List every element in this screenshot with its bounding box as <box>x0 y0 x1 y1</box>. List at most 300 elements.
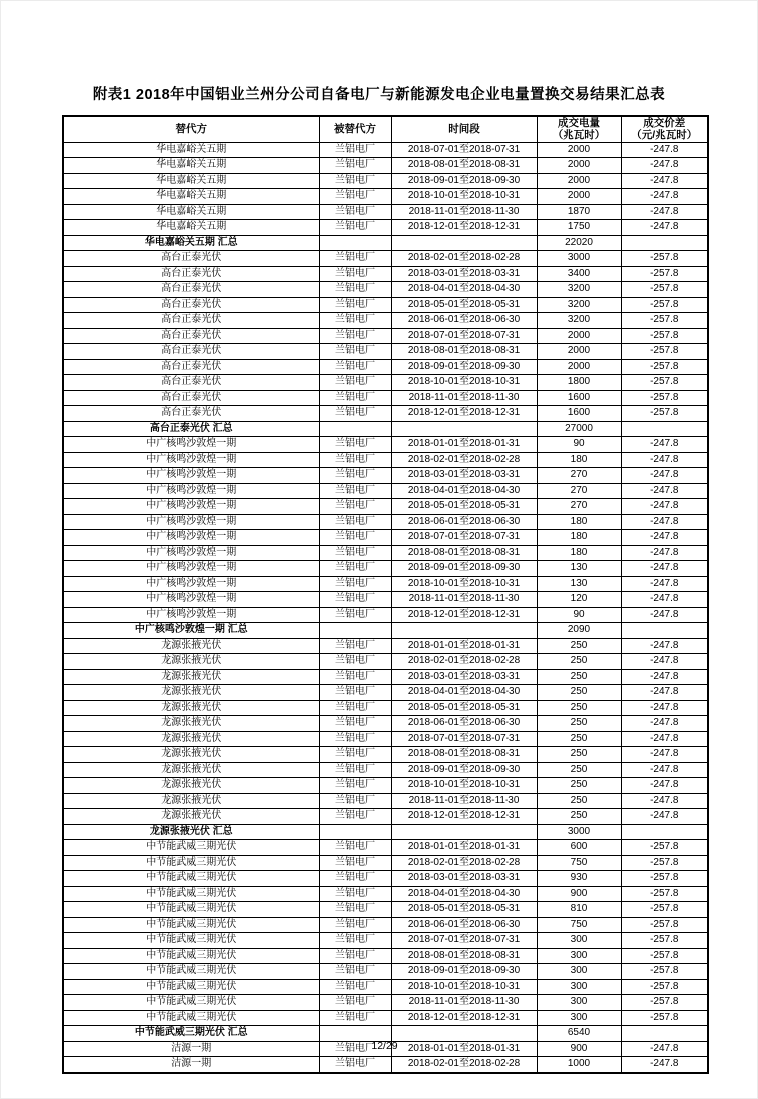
cell-substitute-party: 中节能武威三期光伏 汇总 <box>63 1026 319 1042</box>
cell-price-diff: -247.8 <box>621 592 708 608</box>
cell-price-diff: -257.8 <box>621 1010 708 1026</box>
cell-substituted-party: 兰铝电厂 <box>319 638 391 654</box>
cell-trade-volume: 3200 <box>537 313 621 329</box>
cell-trade-volume: 6540 <box>537 1026 621 1042</box>
table-row <box>63 607 708 623</box>
header-trade-volume-line1: 成交电量 <box>558 117 600 129</box>
cell-time-period: 2018-12-01至2018-12-31 <box>391 607 537 623</box>
cell-trade-volume: 1870 <box>537 204 621 220</box>
cell-time-period: 2018-09-01至2018-09-30 <box>391 359 537 375</box>
cell-substituted-party: 兰铝电厂 <box>319 747 391 763</box>
cell-trade-volume: 1800 <box>537 375 621 391</box>
cell-trade-volume: 180 <box>537 545 621 561</box>
table-row <box>63 964 708 980</box>
cell-substituted-party <box>319 824 391 840</box>
cell-price-diff: -247.8 <box>621 483 708 499</box>
cell-substitute-party: 龙源张掖光伏 <box>63 747 319 763</box>
table-row <box>63 1057 708 1073</box>
cell-time-period: 2018-12-01至2018-12-31 <box>391 1010 537 1026</box>
cell-time-period <box>391 1026 537 1042</box>
cell-price-diff: -257.8 <box>621 902 708 918</box>
cell-substitute-party: 华电嘉峪关五期 <box>63 158 319 174</box>
cell-time-period: 2018-08-01至2018-08-31 <box>391 545 537 561</box>
cell-price-diff: -257.8 <box>621 917 708 933</box>
cell-substitute-party: 高台正泰光伏 <box>63 328 319 344</box>
cell-substituted-party: 兰铝电厂 <box>319 545 391 561</box>
cell-trade-volume: 90 <box>537 607 621 623</box>
cell-trade-volume: 300 <box>537 995 621 1011</box>
cell-substitute-party: 高台正泰光伏 <box>63 375 319 391</box>
cell-substitute-party: 中广核鸣沙敦煌一期 <box>63 530 319 546</box>
cell-time-period: 2018-12-01至2018-12-31 <box>391 406 537 422</box>
cell-substitute-party: 中节能武威三期光伏 <box>63 902 319 918</box>
table-row <box>63 173 708 189</box>
header-trade-volume <box>537 116 621 142</box>
cell-price-diff: -247.8 <box>621 638 708 654</box>
cell-time-period: 2018-08-01至2018-08-31 <box>391 948 537 964</box>
cell-time-period: 2018-08-01至2018-08-31 <box>391 158 537 174</box>
table-row <box>63 266 708 282</box>
cell-time-period: 2018-03-01至2018-03-31 <box>391 669 537 685</box>
cell-time-period: 2018-10-01至2018-10-31 <box>391 576 537 592</box>
table-row <box>63 344 708 360</box>
cell-substitute-party: 龙源张掖光伏 <box>63 731 319 747</box>
table-row <box>63 700 708 716</box>
table-row <box>63 1026 708 1042</box>
cell-price-diff: -257.8 <box>621 933 708 949</box>
cell-trade-volume: 1600 <box>537 406 621 422</box>
cell-trade-volume: 300 <box>537 948 621 964</box>
cell-substitute-party: 龙源张掖光伏 <box>63 669 319 685</box>
cell-price-diff: -257.8 <box>621 282 708 298</box>
trade-results-table <box>62 115 709 1074</box>
cell-substitute-party: 高台正泰光伏 <box>63 282 319 298</box>
table-row <box>63 793 708 809</box>
cell-substitute-party: 华电嘉峪关五期 <box>63 189 319 205</box>
cell-time-period: 2018-10-01至2018-10-31 <box>391 375 537 391</box>
cell-price-diff: -247.8 <box>621 220 708 236</box>
cell-time-period: 2018-08-01至2018-08-31 <box>391 344 537 360</box>
cell-substitute-party: 中广核鸣沙敦煌一期 <box>63 452 319 468</box>
header-trade-volume-unit: （兆瓦时） <box>552 129 606 142</box>
cell-substituted-party: 兰铝电厂 <box>319 266 391 282</box>
cell-price-diff: -257.8 <box>621 995 708 1011</box>
cell-time-period: 2018-01-01至2018-01-31 <box>391 638 537 654</box>
cell-trade-volume: 130 <box>537 561 621 577</box>
cell-time-period: 2018-01-01至2018-01-31 <box>391 437 537 453</box>
cell-trade-volume: 270 <box>537 483 621 499</box>
table-row <box>63 437 708 453</box>
cell-trade-volume: 2000 <box>537 328 621 344</box>
cell-substitute-party: 高台正泰光伏 <box>63 266 319 282</box>
cell-price-diff: -247.8 <box>621 158 708 174</box>
cell-substitute-party: 高台正泰光伏 <box>63 344 319 360</box>
cell-substituted-party: 兰铝电厂 <box>319 716 391 732</box>
page-number: 12/29 <box>371 1040 398 1052</box>
table-row <box>63 576 708 592</box>
table-row <box>63 809 708 825</box>
table-row <box>63 778 708 794</box>
cell-time-period: 2018-04-01至2018-04-30 <box>391 483 537 499</box>
cell-trade-volume: 270 <box>537 499 621 515</box>
table-row <box>63 313 708 329</box>
cell-substitute-party: 高台正泰光伏 <box>63 359 319 375</box>
cell-substitute-party: 龙源张掖光伏 <box>63 700 319 716</box>
cell-substitute-party: 龙源张掖光伏 <box>63 778 319 794</box>
cell-time-period <box>391 824 537 840</box>
cell-substituted-party <box>319 623 391 639</box>
cell-price-diff: -257.8 <box>621 375 708 391</box>
cell-substitute-party: 华电嘉峪关五期 汇总 <box>63 235 319 251</box>
cell-trade-volume: 250 <box>537 716 621 732</box>
cell-trade-volume: 1000 <box>537 1057 621 1073</box>
cell-price-diff: -247.8 <box>621 793 708 809</box>
cell-substituted-party: 兰铝电厂 <box>319 700 391 716</box>
header-time-period: 时间段 <box>391 116 537 142</box>
cell-substituted-party: 兰铝电厂 <box>319 1041 391 1057</box>
cell-price-diff: -257.8 <box>621 390 708 406</box>
cell-trade-volume: 3200 <box>537 297 621 313</box>
cell-time-period: 2018-03-01至2018-03-31 <box>391 871 537 887</box>
cell-substituted-party: 兰铝电厂 <box>319 390 391 406</box>
cell-time-period: 2018-09-01至2018-09-30 <box>391 561 537 577</box>
cell-price-diff: -257.8 <box>621 840 708 856</box>
table-row <box>63 142 708 158</box>
cell-time-period: 2018-09-01至2018-09-30 <box>391 964 537 980</box>
cell-price-diff: -247.8 <box>621 716 708 732</box>
cell-substitute-party: 龙源张掖光伏 <box>63 638 319 654</box>
cell-trade-volume: 1750 <box>537 220 621 236</box>
cell-substituted-party: 兰铝电厂 <box>319 654 391 670</box>
page-title: 附表1 2018年中国铝业兰州分公司自备电厂与新能源发电企业电量置换交易结果汇总表 <box>92 87 666 103</box>
table-row <box>63 251 708 267</box>
cell-trade-volume: 180 <box>537 452 621 468</box>
cell-substituted-party: 兰铝电厂 <box>319 468 391 484</box>
cell-trade-volume: 930 <box>537 871 621 887</box>
table-row <box>63 638 708 654</box>
cell-substitute-party: 龙源张掖光伏 汇总 <box>63 824 319 840</box>
cell-substituted-party: 兰铝电厂 <box>319 871 391 887</box>
cell-time-period: 2018-02-01至2018-02-28 <box>391 654 537 670</box>
cell-price-diff: -247.8 <box>621 700 708 716</box>
cell-trade-volume: 3200 <box>537 282 621 298</box>
cell-price-diff: -247.8 <box>621 685 708 701</box>
cell-trade-volume: 300 <box>537 979 621 995</box>
cell-substituted-party: 兰铝电厂 <box>319 793 391 809</box>
cell-substitute-party: 中广核鸣沙敦煌一期 <box>63 514 319 530</box>
cell-price-diff: -247.8 <box>621 809 708 825</box>
cell-price-diff: -257.8 <box>621 855 708 871</box>
cell-price-diff: -247.8 <box>621 607 708 623</box>
cell-trade-volume: 900 <box>537 886 621 902</box>
cell-time-period: 2018-01-01至2018-01-31 <box>391 840 537 856</box>
cell-time-period: 2018-11-01至2018-11-30 <box>391 793 537 809</box>
cell-substituted-party: 兰铝电厂 <box>319 933 391 949</box>
cell-trade-volume: 2000 <box>537 189 621 205</box>
cell-price-diff: -247.8 <box>621 545 708 561</box>
table-row <box>63 762 708 778</box>
cell-price-diff: -247.8 <box>621 654 708 670</box>
cell-substitute-party: 华电嘉峪关五期 <box>63 220 319 236</box>
cell-price-diff: -247.8 <box>621 437 708 453</box>
table-row <box>63 499 708 515</box>
table-row <box>63 235 708 251</box>
cell-trade-volume: 250 <box>537 809 621 825</box>
cell-substituted-party: 兰铝电厂 <box>319 979 391 995</box>
cell-trade-volume: 250 <box>537 778 621 794</box>
cell-trade-volume: 750 <box>537 855 621 871</box>
cell-price-diff: -247.8 <box>621 530 708 546</box>
cell-substitute-party: 华电嘉峪关五期 <box>63 142 319 158</box>
table-row <box>63 933 708 949</box>
cell-trade-volume: 250 <box>537 793 621 809</box>
table-row <box>63 716 708 732</box>
cell-trade-volume: 22020 <box>537 235 621 251</box>
table-body <box>63 142 708 1073</box>
cell-time-period: 2018-10-01至2018-10-31 <box>391 979 537 995</box>
table-row <box>63 189 708 205</box>
cell-substitute-party: 龙源张掖光伏 <box>63 716 319 732</box>
cell-trade-volume: 2000 <box>537 173 621 189</box>
cell-trade-volume: 2000 <box>537 142 621 158</box>
table-row <box>63 1010 708 1026</box>
cell-substituted-party: 兰铝电厂 <box>319 886 391 902</box>
cell-time-period: 2018-09-01至2018-09-30 <box>391 762 537 778</box>
cell-price-diff <box>621 235 708 251</box>
table-row <box>63 530 708 546</box>
cell-time-period: 2018-07-01至2018-07-31 <box>391 142 537 158</box>
cell-price-diff: -247.8 <box>621 204 708 220</box>
cell-time-period: 2018-10-01至2018-10-31 <box>391 778 537 794</box>
table-row <box>63 871 708 887</box>
cell-price-diff: -257.8 <box>621 359 708 375</box>
cell-time-period: 2018-02-01至2018-02-28 <box>391 251 537 267</box>
cell-substituted-party: 兰铝电厂 <box>319 840 391 856</box>
cell-substituted-party: 兰铝电厂 <box>319 576 391 592</box>
cell-substitute-party: 中节能武威三期光伏 <box>63 995 319 1011</box>
cell-substituted-party: 兰铝电厂 <box>319 328 391 344</box>
cell-trade-volume: 180 <box>537 530 621 546</box>
cell-price-diff: -247.8 <box>621 1057 708 1073</box>
cell-price-diff: -257.8 <box>621 406 708 422</box>
cell-substitute-party: 中广核鸣沙敦煌一期 汇总 <box>63 623 319 639</box>
cell-substituted-party: 兰铝电厂 <box>319 1057 391 1073</box>
cell-time-period: 2018-05-01至2018-05-31 <box>391 700 537 716</box>
cell-substituted-party: 兰铝电厂 <box>319 902 391 918</box>
cell-substitute-party: 龙源张掖光伏 <box>63 793 319 809</box>
table-row <box>63 669 708 685</box>
cell-time-period: 2018-12-01至2018-12-31 <box>391 809 537 825</box>
cell-substitute-party: 龙源张掖光伏 <box>63 685 319 701</box>
cell-substitute-party: 高台正泰光伏 汇总 <box>63 421 319 437</box>
cell-substitute-party: 中节能武威三期光伏 <box>63 1010 319 1026</box>
cell-price-diff: -247.8 <box>621 189 708 205</box>
cell-trade-volume: 120 <box>537 592 621 608</box>
header-price-diff-line1: 成交价差 <box>643 117 686 129</box>
cell-price-diff: -257.8 <box>621 328 708 344</box>
cell-substitute-party: 高台正泰光伏 <box>63 313 319 329</box>
cell-substitute-party: 高台正泰光伏 <box>63 390 319 406</box>
cell-substituted-party: 兰铝电厂 <box>319 173 391 189</box>
cell-substituted-party: 兰铝电厂 <box>319 995 391 1011</box>
cell-price-diff: -247.8 <box>621 173 708 189</box>
cell-time-period: 2018-11-01至2018-11-30 <box>391 592 537 608</box>
cell-substitute-party: 中节能武威三期光伏 <box>63 979 319 995</box>
cell-substituted-party <box>319 235 391 251</box>
cell-time-period: 2018-05-01至2018-05-31 <box>391 902 537 918</box>
cell-time-period: 2018-09-01至2018-09-30 <box>391 173 537 189</box>
table-row <box>63 359 708 375</box>
table-row <box>63 452 708 468</box>
cell-substitute-party: 中节能武威三期光伏 <box>63 840 319 856</box>
table-row <box>63 421 708 437</box>
cell-substituted-party: 兰铝电厂 <box>319 220 391 236</box>
cell-trade-volume: 250 <box>537 700 621 716</box>
cell-trade-volume: 300 <box>537 964 621 980</box>
cell-price-diff <box>621 421 708 437</box>
cell-time-period: 2018-06-01至2018-06-30 <box>391 716 537 732</box>
cell-substituted-party: 兰铝电厂 <box>319 731 391 747</box>
cell-substitute-party: 中广核鸣沙敦煌一期 <box>63 561 319 577</box>
cell-substituted-party: 兰铝电厂 <box>319 313 391 329</box>
cell-price-diff: -247.8 <box>621 1041 708 1057</box>
cell-trade-volume: 27000 <box>537 421 621 437</box>
table-row <box>63 468 708 484</box>
cell-substituted-party: 兰铝电厂 <box>319 297 391 313</box>
cell-substitute-party: 龙源张掖光伏 <box>63 809 319 825</box>
table-row <box>63 297 708 313</box>
table-row <box>63 979 708 995</box>
cell-substitute-party: 洁源一期 <box>63 1041 319 1057</box>
cell-trade-volume: 750 <box>537 917 621 933</box>
cell-substitute-party: 中广核鸣沙敦煌一期 <box>63 545 319 561</box>
cell-substitute-party: 中广核鸣沙敦煌一期 <box>63 576 319 592</box>
cell-trade-volume: 2000 <box>537 359 621 375</box>
table-row <box>63 731 708 747</box>
table-row <box>63 514 708 530</box>
cell-trade-volume: 300 <box>537 1010 621 1026</box>
cell-price-diff: -247.8 <box>621 762 708 778</box>
cell-time-period: 2018-11-01至2018-11-30 <box>391 204 537 220</box>
cell-price-diff: -247.8 <box>621 452 708 468</box>
cell-substitute-party: 中节能武威三期光伏 <box>63 964 319 980</box>
cell-substituted-party: 兰铝电厂 <box>319 917 391 933</box>
cell-price-diff: -247.8 <box>621 142 708 158</box>
cell-trade-volume: 3400 <box>537 266 621 282</box>
header-price-diff <box>621 116 708 142</box>
table-row <box>63 886 708 902</box>
cell-trade-volume: 130 <box>537 576 621 592</box>
table-row <box>63 204 708 220</box>
cell-substitute-party: 华电嘉峪关五期 <box>63 173 319 189</box>
cell-substitute-party: 中广核鸣沙敦煌一期 <box>63 607 319 623</box>
cell-trade-volume: 250 <box>537 747 621 763</box>
cell-time-period: 2018-03-01至2018-03-31 <box>391 468 537 484</box>
cell-price-diff: -257.8 <box>621 886 708 902</box>
table-row <box>63 902 708 918</box>
cell-substitute-party: 中节能武威三期光伏 <box>63 855 319 871</box>
cell-price-diff: -247.8 <box>621 669 708 685</box>
cell-price-diff: -257.8 <box>621 251 708 267</box>
cell-trade-volume: 250 <box>537 638 621 654</box>
table-row <box>63 623 708 639</box>
cell-time-period: 2018-07-01至2018-07-31 <box>391 328 537 344</box>
cell-substituted-party: 兰铝电厂 <box>319 359 391 375</box>
cell-substituted-party: 兰铝电厂 <box>319 855 391 871</box>
cell-trade-volume: 1600 <box>537 390 621 406</box>
cell-substituted-party: 兰铝电厂 <box>319 514 391 530</box>
cell-substitute-party: 中节能武威三期光伏 <box>63 948 319 964</box>
cell-substituted-party: 兰铝电厂 <box>319 762 391 778</box>
cell-substituted-party: 兰铝电厂 <box>319 499 391 515</box>
table-row <box>63 483 708 499</box>
header-row <box>63 116 708 142</box>
cell-substituted-party: 兰铝电厂 <box>319 530 391 546</box>
cell-time-period: 2018-11-01至2018-11-30 <box>391 390 537 406</box>
cell-price-diff: -257.8 <box>621 871 708 887</box>
cell-substitute-party: 中节能武威三期光伏 <box>63 886 319 902</box>
cell-substituted-party: 兰铝电厂 <box>319 437 391 453</box>
cell-substituted-party: 兰铝电厂 <box>319 607 391 623</box>
cell-trade-volume: 250 <box>537 731 621 747</box>
cell-time-period <box>391 623 537 639</box>
cell-price-diff: -257.8 <box>621 979 708 995</box>
cell-price-diff <box>621 623 708 639</box>
table-row <box>63 855 708 871</box>
cell-time-period <box>391 421 537 437</box>
cell-price-diff <box>621 1026 708 1042</box>
cell-time-period: 2018-08-01至2018-08-31 <box>391 747 537 763</box>
table-row <box>63 592 708 608</box>
table-row <box>63 158 708 174</box>
cell-price-diff: -247.8 <box>621 576 708 592</box>
cell-substituted-party: 兰铝电厂 <box>319 592 391 608</box>
cell-substitute-party: 华电嘉峪关五期 <box>63 204 319 220</box>
cell-substituted-party: 兰铝电厂 <box>319 344 391 360</box>
table-row <box>63 747 708 763</box>
cell-time-period: 2018-07-01至2018-07-31 <box>391 530 537 546</box>
table-row <box>63 561 708 577</box>
table-row <box>63 390 708 406</box>
cell-substituted-party: 兰铝电厂 <box>319 158 391 174</box>
cell-substitute-party: 高台正泰光伏 <box>63 297 319 313</box>
cell-price-diff: -247.8 <box>621 778 708 794</box>
cell-substitute-party: 中广核鸣沙敦煌一期 <box>63 483 319 499</box>
cell-substituted-party <box>319 1026 391 1042</box>
cell-time-period: 2018-12-01至2018-12-31 <box>391 220 537 236</box>
cell-time-period: 2018-01-01至2018-01-31 <box>391 1041 537 1057</box>
table-row <box>63 282 708 298</box>
cell-trade-volume: 250 <box>537 685 621 701</box>
cell-trade-volume: 180 <box>537 514 621 530</box>
header-substituted-party: 被替代方 <box>319 116 391 142</box>
cell-substitute-party: 龙源张掖光伏 <box>63 654 319 670</box>
cell-time-period: 2018-06-01至2018-06-30 <box>391 917 537 933</box>
cell-price-diff: -247.8 <box>621 514 708 530</box>
table-row <box>63 824 708 840</box>
cell-trade-volume: 300 <box>537 933 621 949</box>
cell-trade-volume: 270 <box>537 468 621 484</box>
cell-time-period: 2018-04-01至2018-04-30 <box>391 886 537 902</box>
cell-time-period: 2018-02-01至2018-02-28 <box>391 855 537 871</box>
cell-substituted-party: 兰铝电厂 <box>319 685 391 701</box>
cell-time-period: 2018-04-01至2018-04-30 <box>391 685 537 701</box>
cell-price-diff: -247.8 <box>621 747 708 763</box>
cell-price-diff: -257.8 <box>621 948 708 964</box>
table-row <box>63 375 708 391</box>
table-row <box>63 545 708 561</box>
cell-trade-volume: 2000 <box>537 158 621 174</box>
